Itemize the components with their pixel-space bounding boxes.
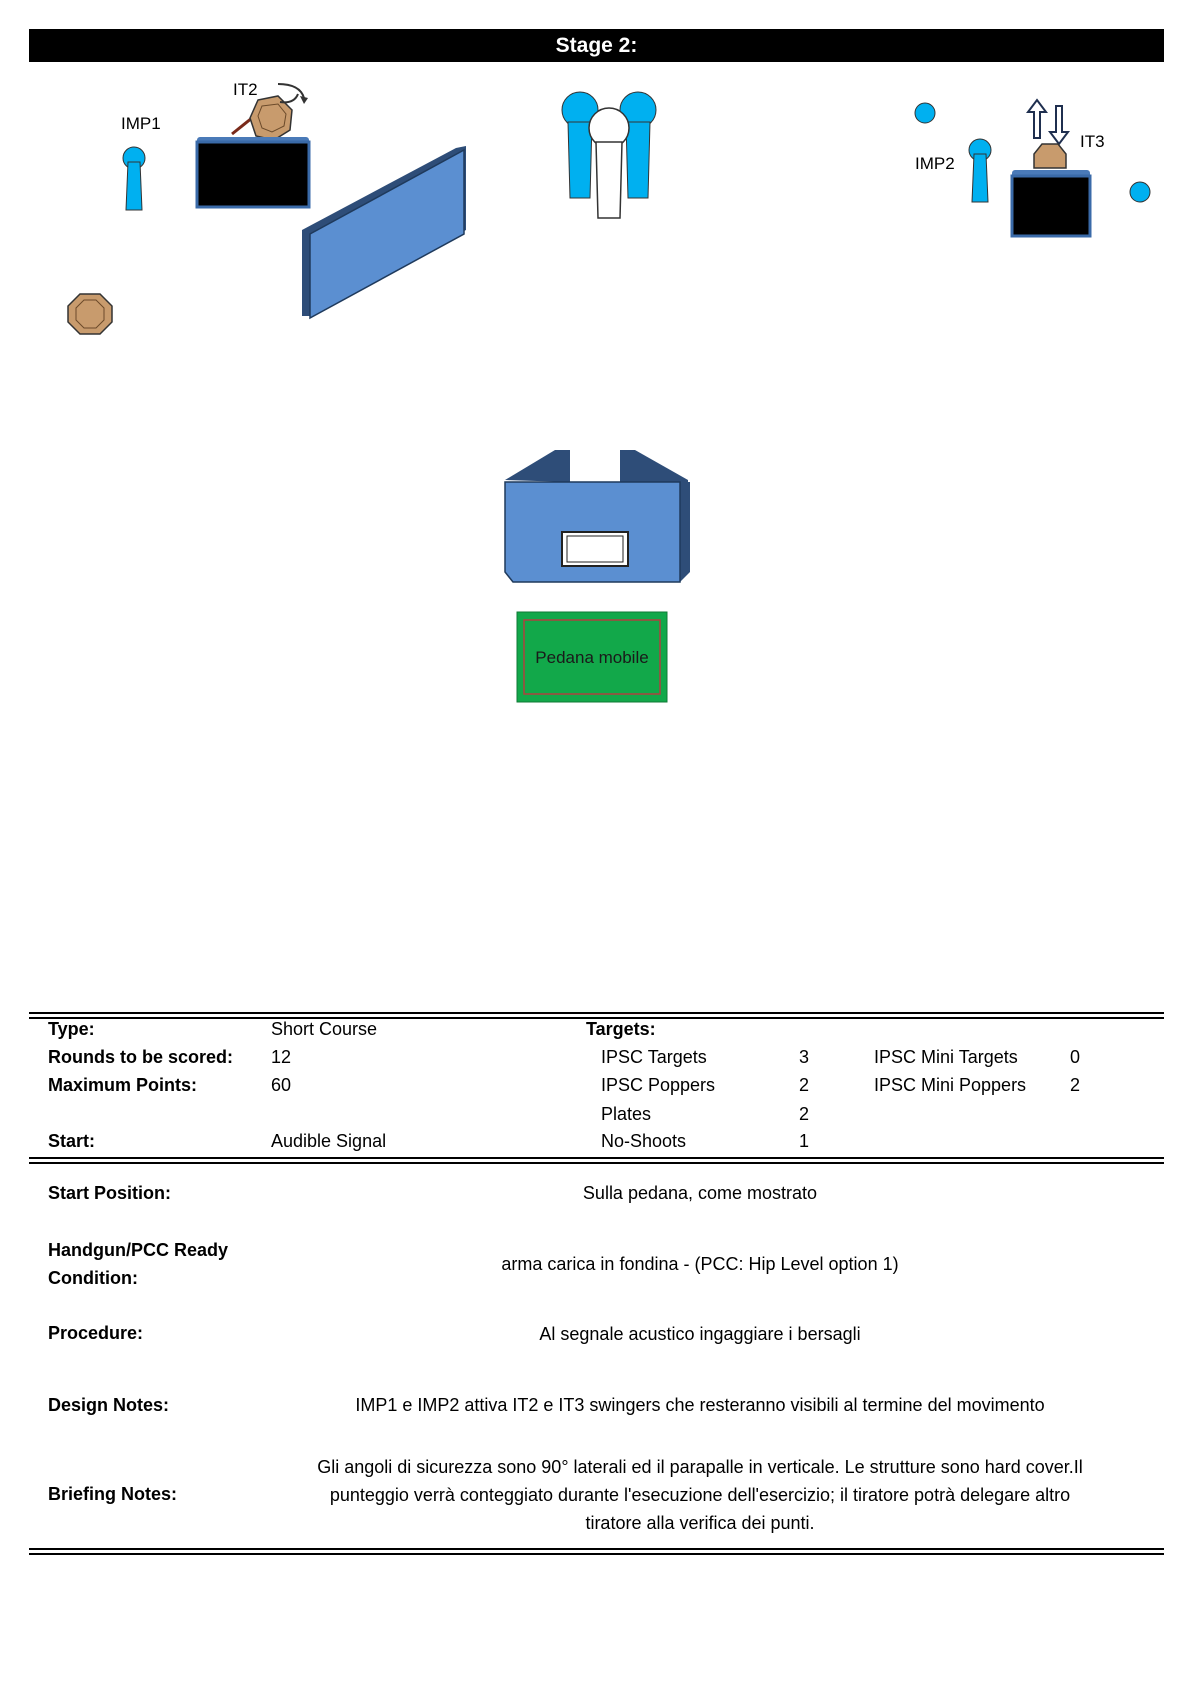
label-it3: IT3 xyxy=(1080,132,1105,151)
briefing-notes-line-3: tiratore alla verifica dei punti. xyxy=(585,1513,815,1533)
plate-right-top xyxy=(915,103,935,123)
procedure-label: Procedure: xyxy=(48,1323,144,1343)
design-notes-value: IMP1 e IMP2 attiva IT2 e IT3 swingers che resteranno visibili al termine del movimento xyxy=(355,1395,1045,1415)
popper-center-left xyxy=(562,92,598,198)
up-down-arrows-icon xyxy=(1028,100,1068,144)
mini-targets-name: IPSC Mini Targets xyxy=(874,1047,1018,1067)
target-lower-left xyxy=(68,294,112,334)
start-value: Audible Signal xyxy=(271,1131,387,1151)
mini-targets-count: 0 xyxy=(1070,1047,1081,1067)
popper-center-right xyxy=(620,92,656,198)
shooting-box xyxy=(505,450,690,582)
popper-imp2 xyxy=(969,139,991,202)
target-ipsc-count: 3 xyxy=(799,1047,810,1067)
start-label: Start: xyxy=(48,1131,96,1151)
target-ipsc-name: IPSC Targets xyxy=(601,1047,707,1067)
diagonal-wall xyxy=(302,146,466,318)
rounds-value: 12 xyxy=(271,1047,292,1067)
target-noshoots-name: No-Shoots xyxy=(601,1131,687,1151)
ready-condition-value: arma carica in fondina - (PCC: Hip Level option 1) xyxy=(501,1254,899,1274)
label-pad: Pedana mobile xyxy=(535,648,649,667)
label-imp1: IMP1 xyxy=(121,114,161,133)
mini-poppers-name: IPSC Mini Poppers xyxy=(874,1075,1027,1095)
briefing-notes-line-1: Gli angoli di sicurezza sono 90° laterali ed il parapalle in verticale. Le strutture sono hard cover.Il xyxy=(317,1457,1083,1477)
mini-poppers-count: 2 xyxy=(1070,1075,1081,1095)
hard-cover-right xyxy=(1012,170,1090,236)
type-value: Short Course xyxy=(271,1019,378,1039)
type-label: Type: xyxy=(48,1019,95,1039)
points-label: Maximum Points: xyxy=(48,1075,198,1095)
plate-right-far xyxy=(1130,182,1150,202)
hard-cover-left xyxy=(197,137,309,207)
target-it3 xyxy=(1034,144,1066,168)
briefing-notes-line-2: punteggio verrà conteggiato durante l'esecuzione dell'esercizio; il tiratore potrà delegare altro xyxy=(329,1485,1071,1505)
procedure-value: Al segnale acustico ingaggiare i bersagli xyxy=(539,1324,861,1344)
target-poppers-name: IPSC Poppers xyxy=(601,1075,716,1095)
rounds-label: Rounds to be scored: xyxy=(48,1047,234,1067)
label-it2: IT2 xyxy=(233,80,258,99)
summary-top-rule xyxy=(29,1012,1164,1014)
stage-title: Stage 2: xyxy=(555,33,638,57)
no-shoot-center xyxy=(589,108,629,218)
start-position-label: Start Position: xyxy=(48,1183,172,1203)
design-notes-label: Design Notes: xyxy=(48,1395,170,1415)
ready-condition-label-2: Condition: xyxy=(48,1268,138,1288)
stage-diagram xyxy=(0,62,1191,722)
ready-condition-label-1: Handgun/PCC Ready xyxy=(48,1240,229,1260)
start-position-value: Sulla pedana, come mostrato xyxy=(582,1183,818,1203)
details-bottom-rule xyxy=(29,1548,1164,1550)
points-value: 60 xyxy=(271,1075,292,1095)
popper-imp1 xyxy=(123,147,145,210)
summary-bottom-rule xyxy=(29,1157,1164,1159)
target-plates-name: Plates xyxy=(601,1104,652,1124)
briefing-notes-label: Briefing Notes: xyxy=(48,1484,178,1504)
stage-diagram-svg xyxy=(0,62,1191,722)
target-noshoots-count: 1 xyxy=(799,1131,810,1151)
target-plates-count: 2 xyxy=(799,1104,810,1124)
stage-title-bar xyxy=(29,29,1164,62)
label-imp2: IMP2 xyxy=(915,154,955,173)
targets-label: Targets: xyxy=(586,1019,656,1039)
target-poppers-count: 2 xyxy=(799,1075,810,1095)
